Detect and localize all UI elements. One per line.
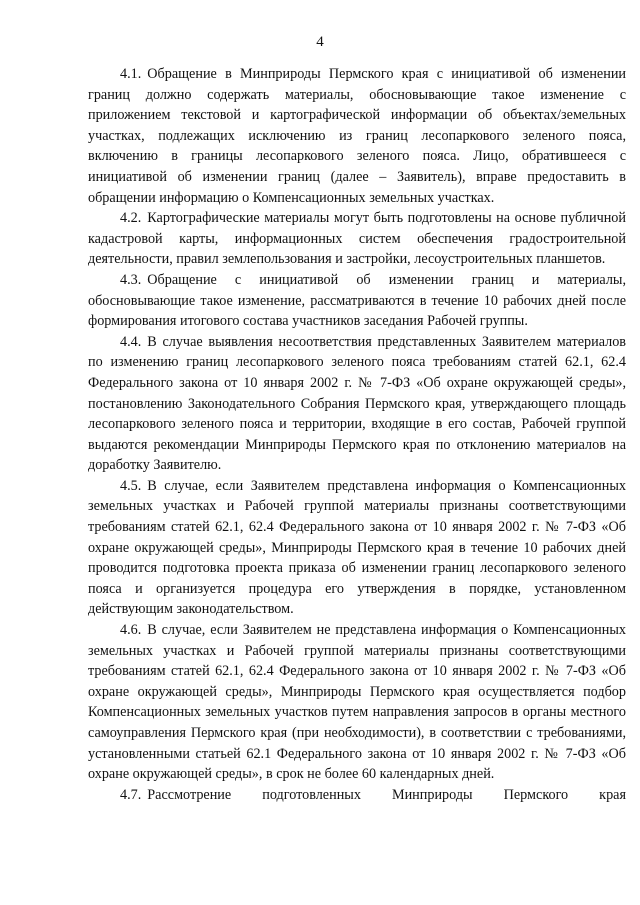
paragraph-number: 4.4. — [120, 333, 142, 350]
paragraph-text: Обращение с инициативой об изменении границ и материалы, обосновывающие такое изменение, рассматриваются в течение 10 рабочих дней после формирования итогового состава участников заседания Рабочей группы. — [88, 271, 626, 330]
paragraph-number: 4.5. — [120, 477, 142, 494]
page-number: 4 — [316, 34, 324, 50]
paragraph-4-6 — [88, 620, 626, 785]
paragraph-text: В случае, если Заявителем представлена информация о Компенсационных земельных участках и Рабочей группой материалы признаны соответствующими требованиям статей 62.1, 62.4 Федерального закона от 10 января 2002 г. № 7-ФЗ «Об охране окружающей среды», Минприроды Пермского края в течение 10 рабочих дней проводится подготовка проекта приказа об изменении границ лесопаркового зеленого пояса и организуется процедура его утверждения в порядке, установленном действующим законодательством. — [88, 477, 626, 618]
paragraph-number: 4.6. — [120, 622, 142, 639]
paragraph-number: 4.3. — [120, 271, 142, 288]
paragraph-4-5 — [88, 476, 626, 620]
paragraph-4-1 — [88, 64, 626, 208]
paragraph-text: Картографические материалы могут быть подготовлены на основе публичной кадастровой карты, информационных систем обеспечения градостроительной деятельности, правил землепользования и застройки, лесоустроительных планшетов. — [88, 210, 626, 268]
paragraph-text: Обращение в Минприроды Пермского края с инициативой об изменении границ должно содержать материалы, обосновывающие такое изменение с приложением текстовой и картографической информации об объектах/земельных участках, подлежащих исключению из границ лесопаркового зеленого пояса, включению в границы лесопаркового зеленого пояса. Лицо, обратившееся с инициативой об изменении границ (далее – Заявитель), вправе предоставить в обращении информацию о Компенсационных земельных участках. — [88, 66, 626, 206]
paragraph-text: Рассмотрение подготовленных Минприроды Пермского края — [147, 786, 626, 803]
paragraph-number: 4.7. — [120, 786, 142, 803]
paragraph-4-4 — [88, 332, 626, 476]
paragraph-text: В случае, если Заявителем не представлена информация о Компенсационных земельных участках и Рабочей группой материалы признаны соответствующими требованиям статей 62.1, 62.4 Федерального закона от 10 января 2002 г. № 7-ФЗ «Об охране окружающей среды», Минприроды Пермского края осуществляется подбор Компенсационных земельных участков путем направления запросов в органы местного самоуправления Пермского края (при необходимости), в соответствии с требованиями, установленными статьей 62.1 Федерального закона от 10 января 2002 г. № 7-ФЗ «Об охране окружающей среды», в срок не более 60 календарных дней. — [88, 622, 626, 783]
paragraph-4-3 — [88, 270, 626, 332]
paragraph-4-2 — [88, 208, 626, 270]
paragraph-number: 4.1. — [120, 66, 142, 82]
document-body — [88, 64, 626, 805]
paragraph-text: В случае выявления несоответствия представленных Заявителем материалов по изменению границ лесопаркового зеленого пояса требованиям статей 62.1, 62.4 Федерального закона от 10 января 2002 г. № 7-ФЗ «Об охране окружающей среды», постановлению Законодательного Собрания Пермского края, утверждающего площадь лесопаркового зеленого пояса и территории, входящие в его состав, Рабочей группой выдаются рекомендации Минприроды Пермского края по отклонению материалов на доработку Заявителю. — [88, 333, 626, 474]
paragraph-number: 4.2. — [120, 210, 142, 227]
paragraph-4-7 — [88, 785, 626, 806]
